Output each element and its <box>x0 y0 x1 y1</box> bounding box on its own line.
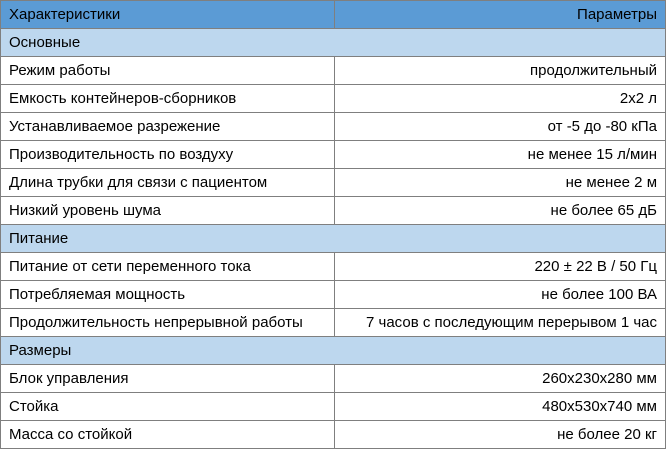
table-row <box>1 309 666 337</box>
spec-value: не более 100 ВА <box>335 281 666 309</box>
spec-name: Блок управления <box>1 365 335 393</box>
spec-name: Питание от сети переменного тока <box>1 253 335 281</box>
spec-value: 260х230х280 мм <box>335 365 666 393</box>
spec-name: Емкость контейнеров-сборников <box>1 85 335 113</box>
spec-value: продолжительный <box>335 57 666 85</box>
table-row <box>1 85 666 113</box>
spec-value: не менее 15 л/мин <box>335 141 666 169</box>
spec-name: Длина трубки для связи с пациентом <box>1 169 335 197</box>
header-characteristics: Характеристики <box>1 1 335 29</box>
spec-name: Устанавливаемое разрежение <box>1 113 335 141</box>
spec-value: 2х2 л <box>335 85 666 113</box>
spec-name: Продолжительность непрерывной работы <box>1 309 335 337</box>
header-parameters: Параметры <box>335 1 666 29</box>
spec-value: 7 часов с последующим перерывом 1 час <box>335 309 666 337</box>
spec-value: от -5 до -80 кПа <box>335 113 666 141</box>
table-row <box>1 253 666 281</box>
spec-value: 480х530х740 мм <box>335 393 666 421</box>
spec-value: не более 20 кг <box>335 421 666 449</box>
spec-name: Режим работы <box>1 57 335 85</box>
spec-value: не более 65 дБ <box>335 197 666 225</box>
table-row <box>1 169 666 197</box>
spec-name: Стойка <box>1 393 335 421</box>
table-row <box>1 141 666 169</box>
spec-name: Низкий уровень шума <box>1 197 335 225</box>
table-row <box>1 113 666 141</box>
spec-value: 220 ± 22 В / 50 Гц <box>335 253 666 281</box>
section-row <box>1 29 666 57</box>
table-row <box>1 365 666 393</box>
section-title-power: Питание <box>1 225 666 253</box>
section-title-main: Основные <box>1 29 666 57</box>
spec-name: Производительность по воздуху <box>1 141 335 169</box>
section-row <box>1 225 666 253</box>
spec-name: Потребляемая мощность <box>1 281 335 309</box>
header-row <box>1 1 666 29</box>
table-row <box>1 57 666 85</box>
spec-name: Масса со стойкой <box>1 421 335 449</box>
section-title-dimensions: Размеры <box>1 337 666 365</box>
section-row <box>1 337 666 365</box>
table-row <box>1 393 666 421</box>
table-row <box>1 421 666 449</box>
table-row <box>1 281 666 309</box>
spec-value: не менее 2 м <box>335 169 666 197</box>
table-row <box>1 197 666 225</box>
